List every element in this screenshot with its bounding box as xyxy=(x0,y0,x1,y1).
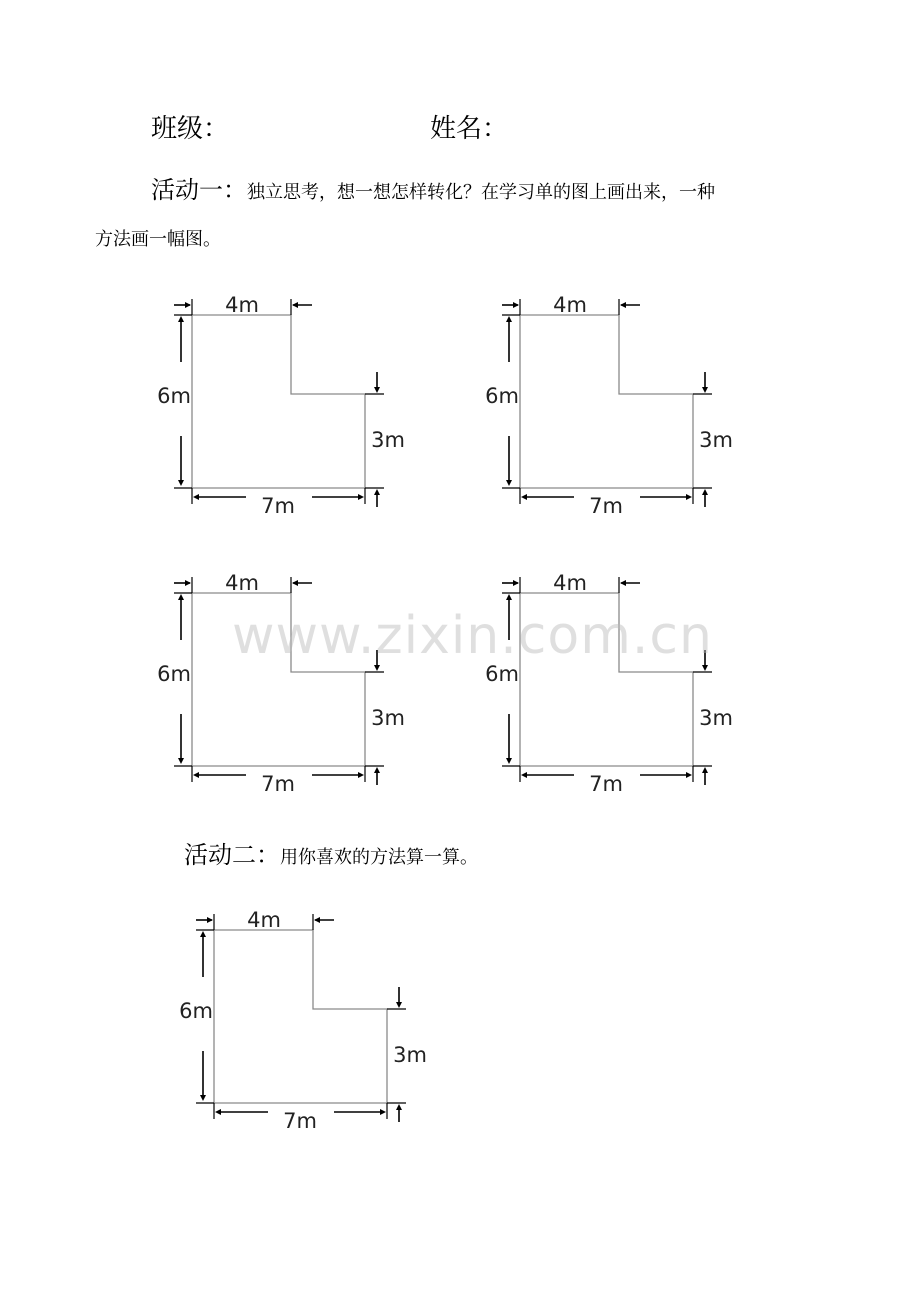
arrowhead xyxy=(292,302,298,308)
dimension-label-left: 6m xyxy=(485,384,519,408)
arrowhead xyxy=(506,316,512,322)
dimension-label-top: 4m xyxy=(225,293,259,317)
arrowhead xyxy=(200,1095,206,1101)
dimension-label-right: 3m xyxy=(699,706,733,730)
dimension-marks xyxy=(502,299,712,507)
figure-drawing xyxy=(478,290,748,518)
arrowhead xyxy=(513,302,519,308)
arrowhead xyxy=(358,772,364,778)
activity1-heading xyxy=(151,170,715,205)
arrowhead xyxy=(506,758,512,764)
arrowhead xyxy=(686,494,692,500)
arrowhead xyxy=(513,580,519,586)
name-label: 姓名： xyxy=(430,114,509,144)
activity1-instruction: 独立思考，想一想怎样转化？在学习单的图上画出来，一种 xyxy=(247,182,715,203)
arrowhead xyxy=(374,489,380,495)
dimension-marks xyxy=(196,914,406,1122)
dimension-label-left: 6m xyxy=(485,662,519,686)
arrowhead xyxy=(702,489,708,495)
dimension-label-top: 4m xyxy=(553,571,587,595)
arrowhead xyxy=(380,1109,386,1115)
figure-2 xyxy=(478,290,748,518)
arrowhead xyxy=(521,494,527,500)
l-shape-outline xyxy=(214,930,387,1103)
arrowhead xyxy=(358,494,364,500)
dimension-label-right: 3m xyxy=(393,1043,427,1067)
activity2-instruction: 用你喜欢的方法算一算。 xyxy=(280,847,478,868)
arrowhead xyxy=(702,767,708,773)
arrowhead xyxy=(506,480,512,486)
arrowhead xyxy=(193,772,199,778)
arrowhead xyxy=(215,1109,221,1115)
figure-drawing xyxy=(172,905,442,1133)
figure-5 xyxy=(172,905,442,1133)
arrowhead xyxy=(178,316,184,322)
arrowhead xyxy=(178,480,184,486)
arrowhead xyxy=(374,387,380,393)
arrowhead xyxy=(686,772,692,778)
arrowhead xyxy=(185,302,191,308)
dimension-label-top: 4m xyxy=(553,293,587,317)
class-label: 班级： xyxy=(151,114,230,144)
activity2-heading xyxy=(184,835,478,870)
arrowhead xyxy=(396,1002,402,1008)
l-shape-outline xyxy=(520,315,693,488)
arrowhead xyxy=(620,302,626,308)
dimension-marks xyxy=(174,299,384,507)
figure-drawing xyxy=(150,290,420,518)
arrowhead xyxy=(314,917,320,923)
dimension-label-left: 6m xyxy=(179,999,213,1023)
activity1-instruction-continued: 方法画一幅图。 xyxy=(95,229,221,250)
dimension-label-bottom: 7m xyxy=(589,772,623,796)
l-shape-outline xyxy=(192,315,365,488)
arrowhead xyxy=(396,1104,402,1110)
arrowhead xyxy=(506,594,512,600)
dimension-label-top: 4m xyxy=(225,571,259,595)
figure-4 xyxy=(478,568,748,796)
arrowhead xyxy=(178,594,184,600)
arrowhead xyxy=(178,758,184,764)
arrowhead xyxy=(185,580,191,586)
arrowhead xyxy=(207,917,213,923)
activity1-title: 活动一： xyxy=(151,176,247,204)
figure-drawing xyxy=(478,568,748,796)
arrowhead xyxy=(374,767,380,773)
arrowhead xyxy=(620,580,626,586)
dimension-label-bottom: 7m xyxy=(589,494,623,518)
dimension-label-left: 6m xyxy=(157,662,191,686)
arrowhead xyxy=(193,494,199,500)
arrowhead xyxy=(200,931,206,937)
watermark: www.zixin.com.cn xyxy=(232,606,713,666)
figure-drawing xyxy=(150,568,420,796)
arrowhead xyxy=(521,772,527,778)
figure-1 xyxy=(150,290,420,518)
dimension-label-bottom: 7m xyxy=(283,1109,317,1133)
arrowhead xyxy=(702,387,708,393)
dimension-label-right: 3m xyxy=(371,428,405,452)
dimension-label-right: 3m xyxy=(699,428,733,452)
dimension-label-right: 3m xyxy=(371,706,405,730)
dimension-label-top: 4m xyxy=(247,908,281,932)
dimension-label-bottom: 7m xyxy=(261,494,295,518)
dimension-label-bottom: 7m xyxy=(261,772,295,796)
arrowhead xyxy=(292,580,298,586)
figure-3 xyxy=(150,568,420,796)
dimension-label-left: 6m xyxy=(157,384,191,408)
activity2-title: 活动二： xyxy=(184,841,280,869)
